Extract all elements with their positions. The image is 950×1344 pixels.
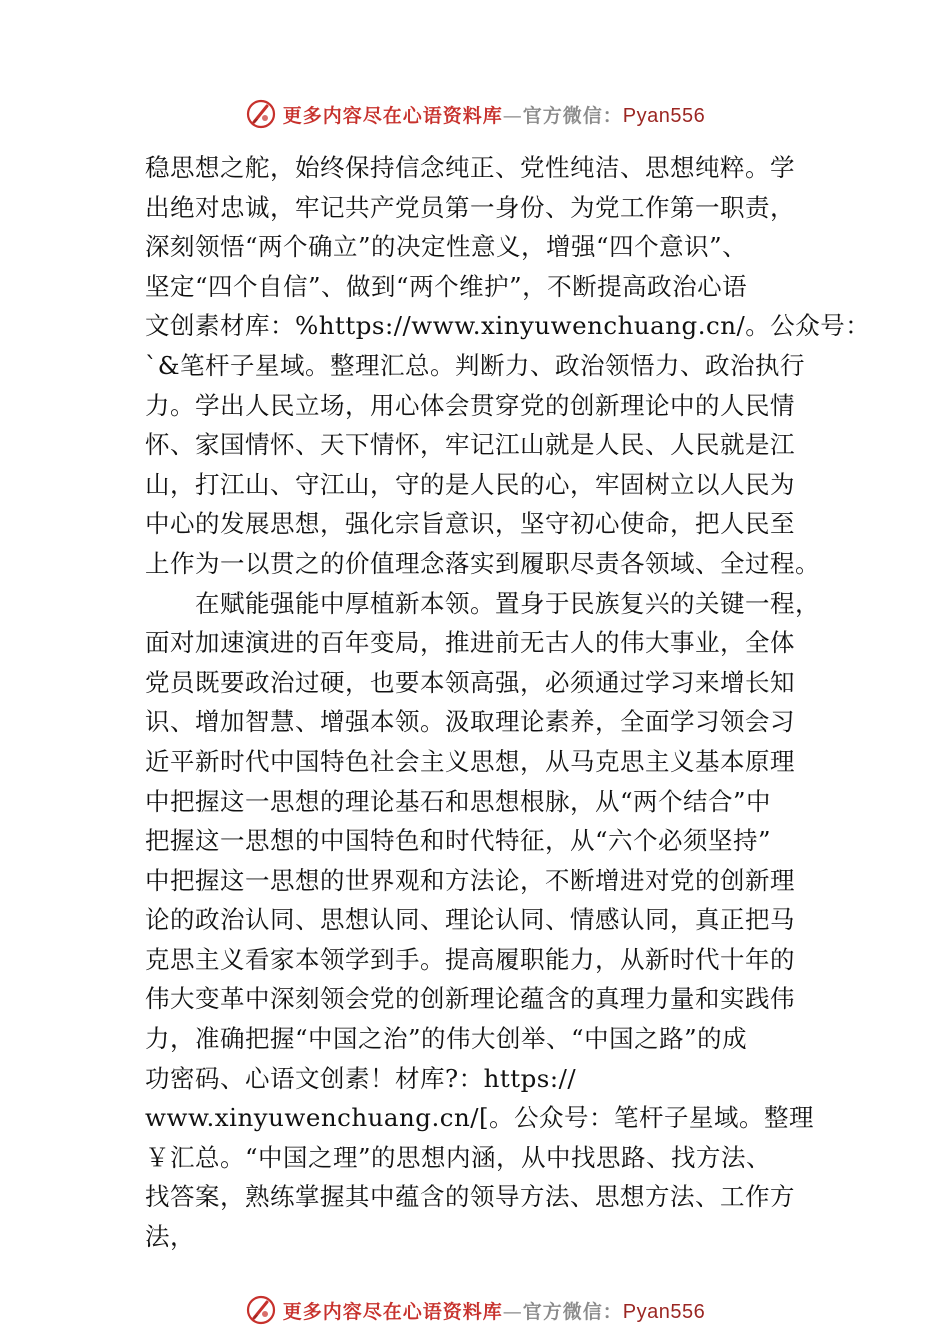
text-line: 找答案，熟练掌握其中蕴含的领导方法、思想方法、工作方 xyxy=(145,1182,795,1212)
document-body xyxy=(145,148,871,1257)
text-line: 把握这一思想的中国特色和时代特征，从“六个必须坚持” xyxy=(145,826,772,856)
banner-wechat-label: 官方微信： xyxy=(522,104,623,127)
text-line: 怀、家国情怀、天下情怀，牢记江山就是人民、人民就是江 xyxy=(145,430,795,460)
text-line: 出绝对忠诚，牢记共产党员第一身份、为党工作第一职责， xyxy=(145,192,795,222)
text-line: 深刻领悟“两个确立”的决定性意义，增强“四个意识”、 xyxy=(145,232,748,262)
brush-logo-icon xyxy=(245,98,277,130)
text-line: 文创素材库：%https://www.xinyuwenchuang.cn/。公众号： xyxy=(145,311,871,341)
text-line: 坚定“四个自信”、做到“两个维护”，不断提高政治心语 xyxy=(145,271,748,301)
text-line: ￥汇总。“中国之理”的思想内涵，从中找思路、找方法、 xyxy=(145,1142,772,1172)
banner-dash: — xyxy=(502,1300,523,1323)
text-line: 法， xyxy=(145,1222,195,1252)
header-banner xyxy=(0,94,950,134)
text-line: 党员既要政治过硬，也要本领高强，必须通过学习来增长知 xyxy=(145,667,795,697)
text-line: 克思主义看家本领学到手。提高履职能力，从新时代十年的 xyxy=(145,944,795,974)
brush-logo-icon xyxy=(245,1294,277,1326)
footer-banner xyxy=(0,1290,950,1330)
text-line: 中把握这一思想的世界观和方法论，不断增进对党的创新理 xyxy=(145,865,795,895)
text-line: 上作为一以贯之的价值理念落实到履职尽责各领域、全过程。 xyxy=(145,548,820,578)
text-line: 中心的发展思想，强化宗旨意识，坚守初心使命，把人民至 xyxy=(145,509,795,539)
paragraph-start-line: 在赋能强能中厚植新本领。置身于民族复兴的关键一程， xyxy=(195,588,820,618)
text-line: 论的政治认同、思想认同、理论认同、情感认同，真正把马 xyxy=(145,905,795,935)
text-line: 山，打江山、守江山，守的是人民的心，牢固树立以人民为 xyxy=(145,469,795,499)
text-line: 功密码、心语文创素！材库?：https:// xyxy=(145,1063,577,1093)
banner-wechat-label: 官方微信： xyxy=(522,1300,623,1323)
text-line: 面对加速演进的百年变局，推进前无古人的伟大事业，全体 xyxy=(145,628,795,658)
text-line: www.xinyuwenchuang.cn/[。公众号：笔杆子星域。整理 xyxy=(145,1103,815,1133)
text-line: 近平新时代中国特色社会主义思想，从马克思主义基本原理 xyxy=(145,746,795,776)
banner-title: 更多内容尽在心语资料库 xyxy=(282,104,503,127)
text-line: 力。学出人民立场，用心体会贯穿党的创新理论中的人民情 xyxy=(145,390,795,420)
text-line: 伟大变革中深刻领会党的创新理论蕴含的真理力量和实践伟 xyxy=(145,984,795,1014)
text-line: 力，准确把握“中国之治”的伟大创举、“中国之路”的成 xyxy=(145,1024,748,1054)
banner-wechat-id: Pyan556 xyxy=(622,104,706,127)
text-line: 识、增加智慧、增强本领。汲取理论素养，全面学习领会习 xyxy=(145,707,795,737)
banner-dash: — xyxy=(502,104,523,127)
banner-wechat-id: Pyan556 xyxy=(622,1300,706,1323)
banner-title: 更多内容尽在心语资料库 xyxy=(282,1300,503,1323)
text-line: 中把握这一思想的理论基石和思想根脉，从“两个结合”中 xyxy=(145,786,772,816)
text-line: 稳思想之舵，始终保持信念纯正、党性纯洁、思想纯粹。学 xyxy=(145,153,795,182)
text-line: `&笔杆子星域。整理汇总。判断力、政治领悟力、政治执行 xyxy=(145,350,806,380)
